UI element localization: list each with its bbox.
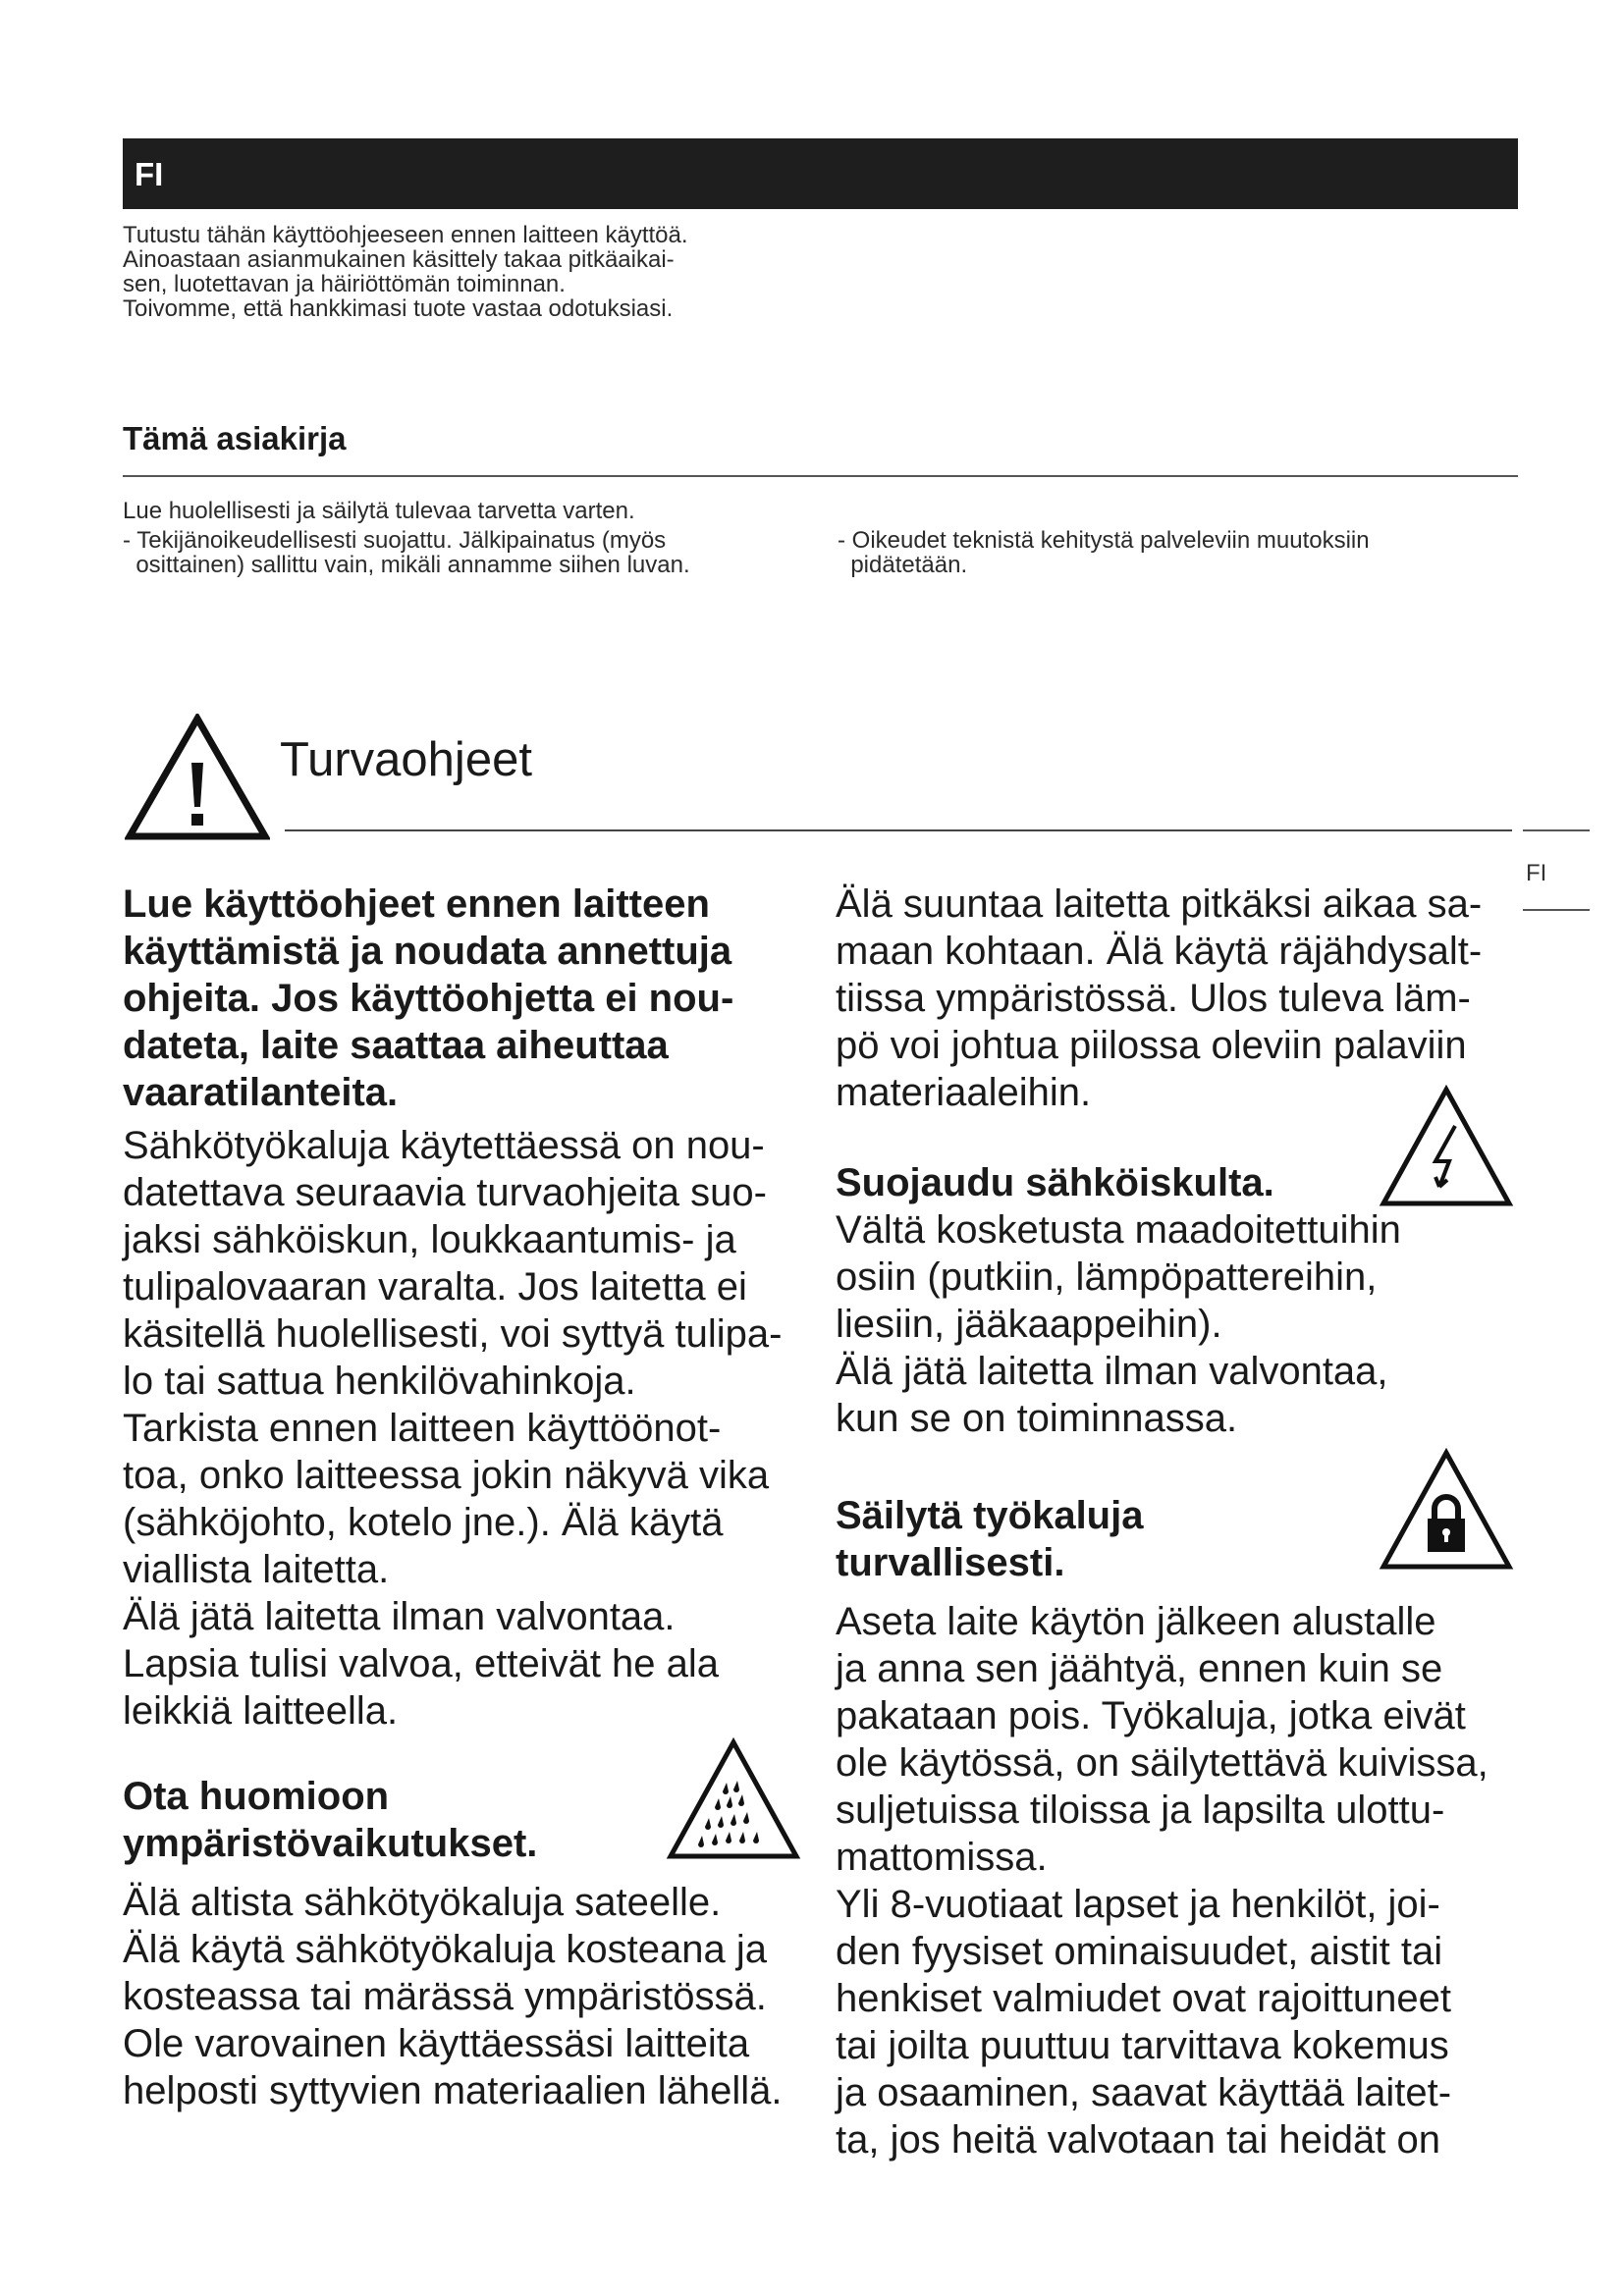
text-line: viallista laitetta.: [123, 1548, 390, 1591]
document-divider: [123, 475, 1518, 477]
electric-shock-icon: [1379, 1085, 1514, 1208]
intro-text: [123, 223, 869, 321]
bullet-line: - Oikeudet teknistä kehitystä palveleviin muutoksiin: [838, 527, 1370, 554]
text-line: vaaratilanteita.: [123, 1071, 399, 1114]
heading-line: ympäristövaikutukset.: [123, 1822, 538, 1865]
text-line: leikkiä laitteella.: [123, 1689, 399, 1733]
text-line: Älä jätä laitetta ilman valvontaa,: [836, 1350, 1388, 1393]
text-line: Tarkista ennen laitteen käyttöönot-: [123, 1407, 722, 1450]
text-line: liesiin, jääkaappeihin).: [836, 1303, 1222, 1346]
text-line: datettava seuraavia turvaohjeita suo-: [123, 1171, 767, 1214]
storage-text: [836, 1598, 1489, 2163]
text-line: materiaaleihin.: [836, 1071, 1092, 1114]
changes-bullet: [838, 528, 1370, 577]
text-line: ohjeita. Jos käyttöohjetta ei nou-: [123, 977, 734, 1020]
text-line: Älä käytä sähkötyökaluja kosteana ja: [123, 1928, 767, 1971]
intro-line: Toivomme, että hankkimasi tuote vastaa odotuksiasi.: [123, 295, 674, 322]
electric-heading: Suojaudu sähköiskulta.: [836, 1161, 1274, 1204]
document-heading: Tämä asiakirja: [123, 420, 347, 456]
text-line: Lue käyttöohjeet ennen laitteen: [123, 882, 710, 926]
side-tab-line-bottom: [1523, 909, 1590, 911]
language-label: FI: [135, 156, 164, 192]
storage-heading: [836, 1492, 1143, 1586]
text-line: Aseta laite käytön jälkeen alustalle: [836, 1600, 1436, 1643]
text-line: Vältä kosketusta maadoitettuihin: [836, 1208, 1401, 1252]
text-line: mattomissa.: [836, 1836, 1048, 1879]
text-line: osiin (putkiin, lämpöpattereihin,: [836, 1255, 1378, 1299]
heading-line: turvallisesti.: [836, 1541, 1065, 1584]
text-line: ja anna sen jäähtyä, ennen kuin se: [836, 1647, 1443, 1690]
direction-warning-text: [836, 881, 1482, 1116]
heading-line: Säilytä työkaluja: [836, 1494, 1144, 1537]
lock-icon: [1379, 1448, 1514, 1572]
text-line: Sähkötyökaluja käytettäessä on nou-: [123, 1124, 765, 1167]
environment-text: [123, 1879, 782, 2114]
heading-line: Ota huomioon: [123, 1775, 390, 1818]
text-line: Lapsia tulisi valvoa, etteivät he ala: [123, 1642, 720, 1685]
text-line: pö voi johtua piilossa oleviin palaviin: [836, 1024, 1467, 1067]
bullet-line: osittainen) sallittu vain, mikäli annamme siihen luvan.: [123, 552, 690, 578]
document-lead: Lue huolellisesti ja säilytä tulevaa tarvetta varten.: [123, 498, 635, 524]
electric-text: [836, 1206, 1401, 1442]
safety-intro-bold: [123, 881, 733, 1116]
side-language-label: FI: [1526, 860, 1547, 886]
text-line: Älä suuntaa laitetta pitkäksi aikaa sa-: [836, 882, 1483, 926]
text-line: den fyysiset ominaisuudet, aistit tai: [836, 1930, 1443, 1973]
text-line: suljetuissa tiloissa ja lapsilta ulottu-: [836, 1789, 1445, 1832]
environment-heading: [123, 1773, 537, 1867]
text-line: tai joilta puuttuu tarvittava kokemus: [836, 2024, 1449, 2067]
intro-line: Ainoastaan asianmukainen käsittely takaa pitkäaikai-: [123, 246, 675, 273]
section-title: Turvaohjeet: [280, 733, 532, 786]
warning-triangle-icon: [125, 714, 270, 841]
text-line: Yli 8-vuotiaat lapset ja henkilöt, joi-: [836, 1883, 1440, 1926]
text-line: henkiset valmiudet ovat rajoittuneet: [836, 1977, 1452, 2020]
text-line: Ole varovainen käyttäessäsi laitteita: [123, 2022, 750, 2065]
text-line: tulipalovaaran varalta. Jos laitetta ei: [123, 1265, 747, 1308]
text-line: kosteassa tai märässä ympäristössä.: [123, 1975, 767, 2018]
copyright-bullet: [123, 528, 690, 577]
intro-line: Tutustu tähän käyttöohjeeseen ennen laitteen käyttöä.: [123, 222, 688, 248]
section-divider: [285, 829, 1512, 831]
rain-hazard-icon: [666, 1737, 801, 1861]
side-tab-line-top: [1523, 829, 1590, 831]
text-line: tiissa ympäristössä. Ulos tuleva läm-: [836, 977, 1471, 1020]
text-line: kun se on toiminnassa.: [836, 1397, 1238, 1440]
text-line: (sähköjohto, kotelo jne.). Älä käytä: [123, 1501, 724, 1544]
text-line: ole käytössä, on säilytettävä kuivissa,: [836, 1741, 1489, 1785]
bullet-line: pidätetään.: [838, 552, 968, 578]
language-bar: [123, 138, 1518, 209]
intro-line: sen, luotettavan ja häiriöttömän toiminnan.: [123, 271, 566, 297]
text-line: toa, onko laitteessa jokin näkyvä vika: [123, 1454, 770, 1497]
bullet-line: - Tekijänoikeudellisesti suojattu. Jälkipainatus (myös: [123, 527, 667, 554]
text-line: käyttämistä ja noudata annettuja: [123, 930, 732, 973]
text-line: Älä jätä laitetta ilman valvontaa.: [123, 1595, 676, 1638]
text-line: ta, jos heitä valvotaan tai heidät on: [836, 2118, 1440, 2162]
text-line: käsitellä huolellisesti, voi syttyä tulipa-: [123, 1312, 783, 1356]
text-line: dateta, laite saattaa aiheuttaa: [123, 1024, 669, 1067]
text-line: maan kohtaan. Älä käytä räjähdysalt-: [836, 930, 1483, 973]
text-line: lo tai sattua henkilövahinkoja.: [123, 1360, 636, 1403]
text-line: pakataan pois. Työkaluja, jotka eivät: [836, 1694, 1466, 1737]
text-line: helposti syttyvien materiaalien lähellä.: [123, 2069, 783, 2112]
text-line: Älä altista sähkötyökaluja sateelle.: [123, 1881, 722, 1924]
text-line: ja osaaminen, saavat käyttää laitet-: [836, 2071, 1452, 2114]
text-line: jaksi sähköiskun, loukkaantumis- ja: [123, 1218, 736, 1261]
general-safety-text: [123, 1122, 782, 1735]
